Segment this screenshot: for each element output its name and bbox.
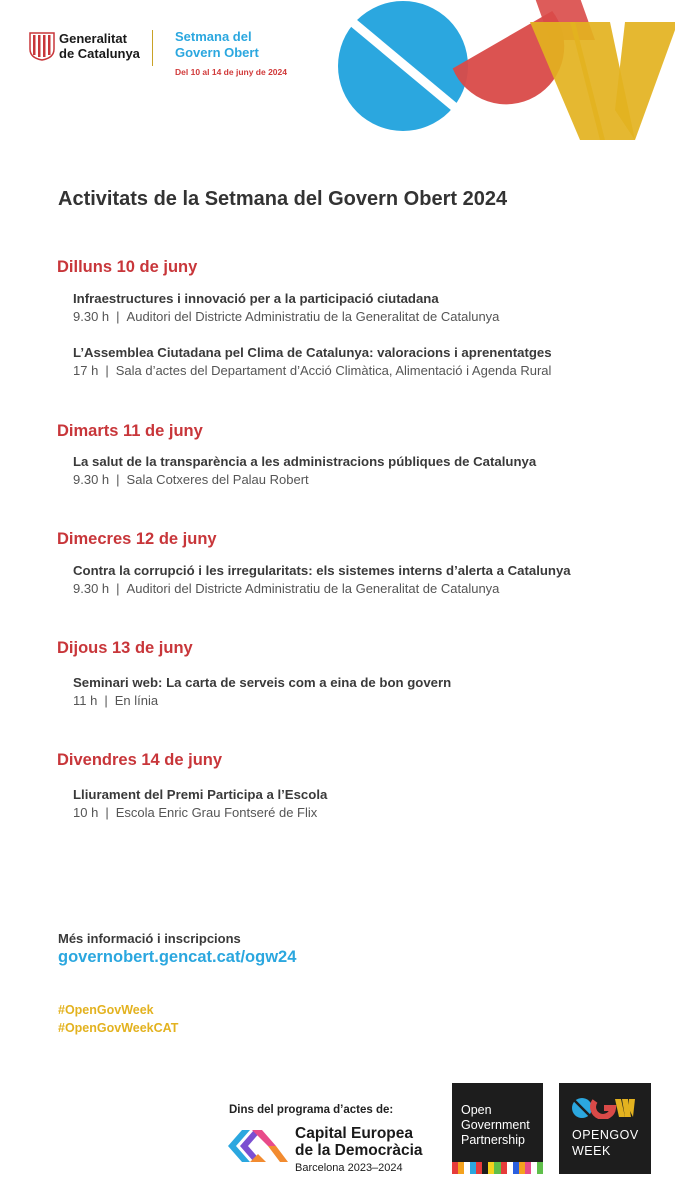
header-divider — [152, 30, 153, 66]
event-line-2: Govern Obert — [175, 45, 259, 60]
day-title-monday: Dilluns 10 de juny — [57, 258, 198, 276]
activity-title: L’Assemblea Ciutadana pel Clima de Catalunya: valoracions i aprenentatges — [73, 345, 552, 360]
hashtag[interactable]: #OpenGovWeek — [58, 1003, 154, 1017]
activity-detail — [73, 581, 499, 596]
org-line-1: Generalitat — [59, 31, 127, 46]
capital-years: Barcelona 2023–2024 — [295, 1162, 403, 1174]
separator: | — [116, 581, 120, 596]
program-label: Dins del programa d’actes de: — [229, 1104, 394, 1116]
activity-detail — [73, 693, 158, 708]
event-dates: Del 10 al 14 de juny de 2024 — [175, 67, 287, 77]
day-title-thursday: Dijous 13 de juny — [57, 639, 193, 657]
activity-time: 9.30 h — [73, 581, 110, 596]
ogp-line-1: Open — [461, 1103, 492, 1117]
capital-democracy-name — [295, 1125, 423, 1159]
page-title: Activitats de la Setmana del Govern Obert 2024 — [58, 188, 508, 210]
ogw-line-2: WEEK — [572, 1144, 611, 1158]
activity-title: Contra la corrupció i les irregularitats: els sistemes interns d’alerta a Catalunya — [73, 563, 571, 578]
ogw-text — [572, 1127, 639, 1159]
decorative-shapes — [330, 0, 675, 150]
activity-place: Sala Cotxeres del Palau Robert — [126, 472, 309, 487]
event-line-1: Setmana del — [175, 29, 252, 44]
day-title-tuesday: Dimarts 11 de juny — [57, 422, 203, 440]
ogp-line-3: Partnership — [461, 1133, 525, 1147]
activity-place: Escola Enric Grau Fontseré de Flix — [115, 805, 318, 820]
activity-title: Infraestructures i innovació per a la participació ciutadana — [73, 291, 439, 306]
activity-place: En línia — [114, 693, 159, 708]
generalitat-shield-icon — [28, 31, 56, 61]
info-link[interactable]: governobert.gencat.cat/ogw24 — [58, 948, 297, 966]
activity-detail — [73, 805, 317, 820]
activity-time: 17 h — [73, 363, 99, 378]
separator: | — [104, 693, 108, 708]
activity-title: Lliurament del Premi Participa a l’Escola — [73, 787, 328, 802]
activity-place: Auditori del Districte Administratiu de la Generalitat de Catalunya — [126, 581, 500, 596]
info-label: Més informació i inscripcions — [58, 931, 241, 946]
activity-time: 10 h — [73, 805, 99, 820]
hashtag[interactable]: #OpenGovWeekCAT — [58, 1021, 179, 1035]
activity-place: Sala d’actes del Departament d’Acció Climàtica, Alimentació i Agenda Rural — [115, 363, 552, 378]
activity-time: 11 h — [73, 693, 98, 708]
capital-line-2: de la Democràcia — [295, 1142, 423, 1159]
ogp-color-stripes — [452, 1162, 543, 1174]
activity-place: Auditori del Districte Administratiu de la Generalitat de Catalunya — [126, 309, 500, 324]
day-title-wednesday: Dimecres 12 de juny — [57, 530, 217, 548]
separator: | — [105, 363, 109, 378]
org-line-2: de Catalunya — [59, 46, 140, 61]
capital-democracy-logo-icon — [228, 1126, 288, 1162]
day-title-friday: Divendres 14 de juny — [57, 751, 223, 769]
ogp-logo — [452, 1083, 543, 1174]
activity-title: Seminari web: La carta de serveis com a eina de bon govern — [73, 675, 452, 690]
event-name — [175, 29, 315, 61]
capital-line-1: Capital Europea — [295, 1125, 413, 1142]
separator: | — [116, 309, 120, 324]
ogp-line-2: Government — [461, 1118, 530, 1132]
activity-time: 9.30 h — [73, 309, 110, 324]
ogw-line-1: OPENGOV — [572, 1128, 639, 1142]
activity-detail — [73, 309, 499, 324]
separator: | — [105, 805, 109, 820]
separator: | — [116, 472, 120, 487]
ogp-text — [461, 1103, 530, 1148]
activity-detail — [73, 472, 309, 487]
activity-time: 9.30 h — [73, 472, 110, 487]
activity-detail — [73, 363, 551, 378]
activity-title: La salut de la transparència a les administracions públiques de Catalunya — [73, 454, 537, 469]
opengov-week-logo — [559, 1083, 651, 1174]
ogw-mark-icon — [571, 1097, 635, 1119]
